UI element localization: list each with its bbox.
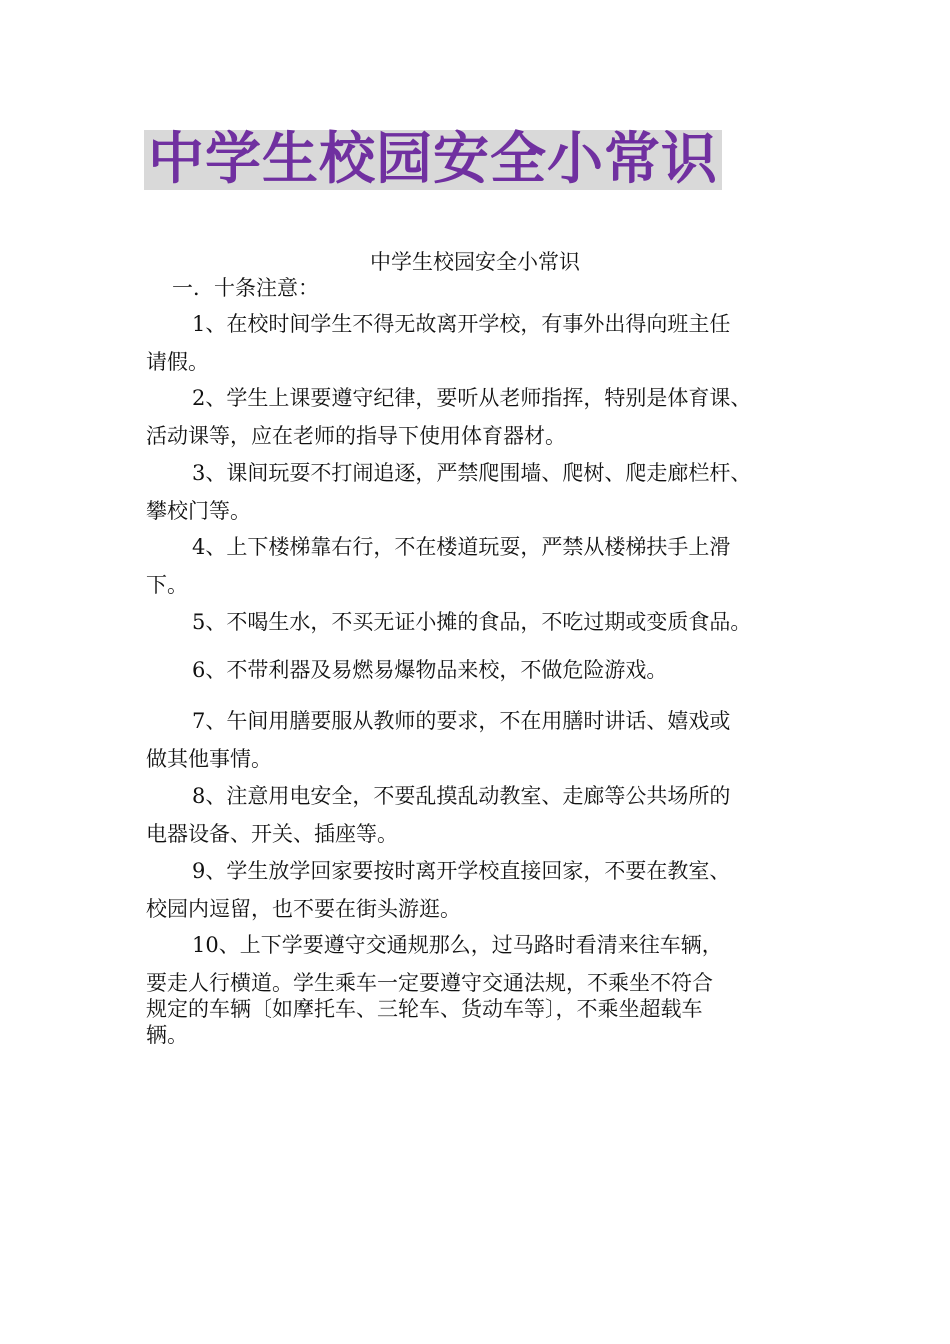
- item-line: 5、不喝生水，不买无证小摊的食品，不吃过期或变质食品。: [192, 610, 752, 634]
- list-item-9: [146, 852, 826, 928]
- item-line: 请假。: [146, 350, 209, 374]
- sub-title: 中学生校园安全小常识: [370, 250, 580, 274]
- list-item-5: [146, 603, 826, 641]
- item-line: 4、上下楼梯靠右行，不在楼道玩耍，严禁从楼梯扶手上滑: [192, 535, 731, 559]
- section-heading: 一．十条注意：: [172, 276, 319, 300]
- list-item-6: [146, 651, 826, 689]
- item-line: 7、午间用膳要服从教师的要求，不在用膳时讲话、嬉戏或: [192, 709, 731, 733]
- list-item-3: [146, 454, 826, 530]
- item-line: 规定的车辆〔如摩托车、三轮车、货动车等〕，不乘坐超载车: [146, 997, 703, 1021]
- list-item-1: [146, 305, 826, 381]
- item-line: 6、不带利器及易燃易爆物品来校，不做危险游戏。: [192, 658, 668, 682]
- item-line: 1、在校时间学生不得无故离开学校，有事外出得向班主任: [192, 312, 731, 336]
- item-line: 3、课间玩耍不打闹追逐，严禁爬围墙、爬树、爬走廊栏杆、: [192, 461, 752, 485]
- item-line: 辆。: [146, 1023, 188, 1047]
- item-line: 10、上下学要遵守交通规那么，过马路时看清来往车辆，: [192, 933, 723, 957]
- main-title: 中学生校园安全小常识: [144, 130, 722, 190]
- item-line: 2、学生上课要遵守纪律，要听从老师指挥，特别是体育课、: [192, 386, 752, 410]
- item-line: 9、学生放学回家要按时离开学校直接回家，不要在教室、: [192, 859, 731, 883]
- item-line: 下。: [146, 573, 188, 597]
- list-item-2: [146, 379, 826, 455]
- list-item-4: [146, 528, 826, 604]
- item-line: 8、注意用电安全，不要乱摸乱动教室、走廊等公共场所的: [192, 784, 731, 808]
- item-line: 要走人行横道。学生乘车一定要遵守交通法规，不乘坐不符合: [146, 971, 713, 995]
- item-line: 攀校门等。: [146, 499, 251, 523]
- list-item-10-continued: [146, 970, 826, 1048]
- item-line: 电器设备、开关、插座等。: [146, 822, 398, 846]
- list-item-7: [146, 702, 826, 778]
- item-line: 做其他事情。: [146, 747, 272, 771]
- list-item-10: [146, 926, 826, 964]
- item-line: 校园内逗留，也不要在街头游逛。: [146, 897, 461, 921]
- list-item-8: [146, 777, 826, 853]
- item-line: 活动课等，应在老师的指导下使用体育器材。: [146, 424, 566, 448]
